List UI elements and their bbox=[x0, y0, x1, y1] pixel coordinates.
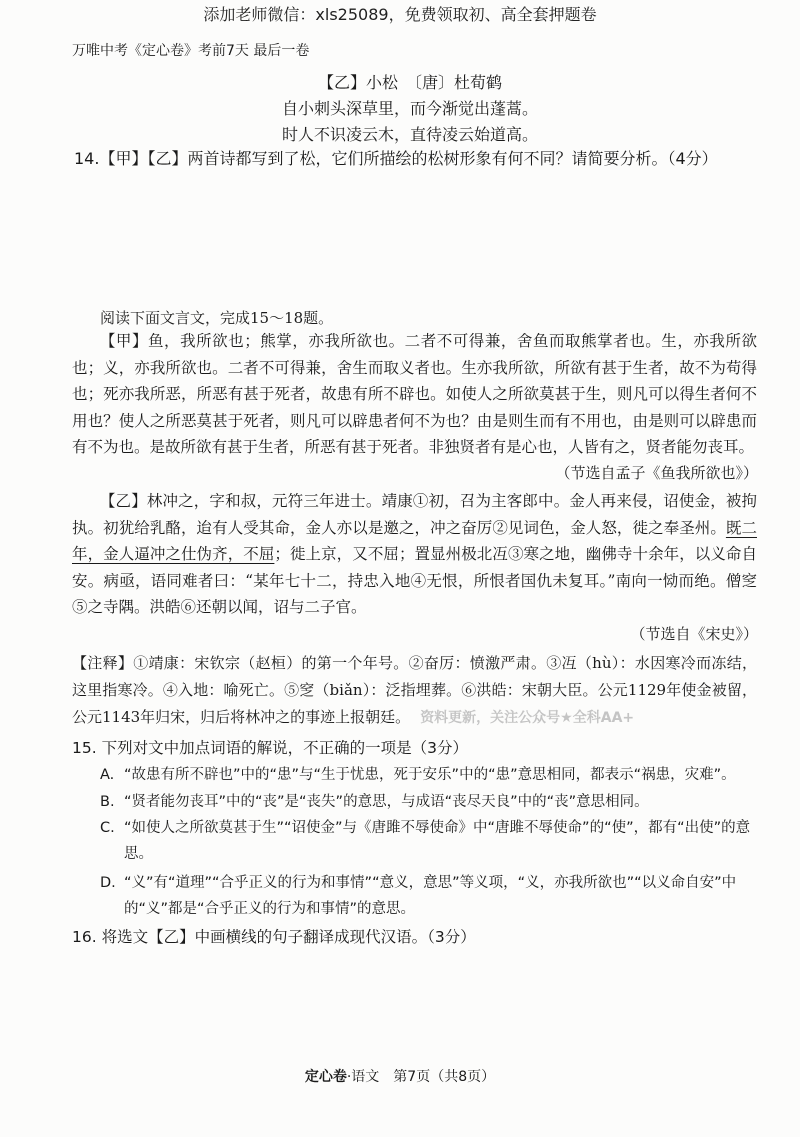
passage-yi-part2: ；徙上京，又不屈；置显州极北冱③寒之地，幽佛寺十余年，以义命自安。病亟，语同难者曰：“某年七十二，持忠入地④无恨，所恨者国仇未复耳。”南向一恸而绝。僧窆⑤之寺隅。洪皓⑥还朝以闻，诏与二子官。 bbox=[72, 545, 757, 616]
question-16: 16. 将选文【乙】中画横线的句子翻译成现代汉语。（3分） bbox=[72, 928, 476, 946]
promo-note: 添加老师微信：xls25089，免费领取初、高全套押题卷 bbox=[203, 5, 597, 24]
option-d-text: “义”有“道理”“合乎正义的行为和事情”“意义，意思”等义项，“义，亦我所欲也”“以义命自安”中的“义”都是“合乎正义的行为和事情”的意思。 bbox=[124, 875, 737, 917]
option-d bbox=[100, 870, 770, 922]
question-15: 15. 下列对文中加点词语的解说，不正确的一项是（3分） bbox=[72, 739, 468, 757]
poem-title: 【乙】小松 〔唐〕杜荀鹤 bbox=[317, 73, 502, 92]
option-c bbox=[100, 815, 770, 867]
footer-page-info: ·语文 第7页（共8页） bbox=[346, 1069, 496, 1085]
option-d-letter: D. bbox=[100, 875, 116, 891]
page-header: 万唯中考《定心卷》考前7天 最后一卷 bbox=[72, 43, 310, 59]
underlined-sentence: 既二年，金人逼冲之仕伪齐，不屈 bbox=[72, 518, 757, 563]
option-b bbox=[100, 789, 770, 815]
option-c-text: “如使人之所欲莫甚于生”“诏使金”与《唐雎不辱使命》中“唐雎不辱使命”的“使”，都有“出使”的意思。 bbox=[124, 820, 751, 862]
option-b-letter: B. bbox=[100, 794, 115, 810]
source-jia: （节选自孟子《鱼我所欲也》） bbox=[555, 464, 758, 482]
reading-intro: 阅读下面文言文，完成15～18题。 bbox=[100, 309, 334, 327]
poem-line-2: 时人不识凌云木，直待凌云始道高。 bbox=[281, 125, 538, 144]
option-a-letter: A. bbox=[100, 767, 115, 783]
option-b-text: “贤者能勿丧耳”中的“丧”是“丧失”的意思，与成语“丧尽天良”中的“丧”意思相同。 bbox=[124, 794, 649, 810]
option-c-letter: C. bbox=[100, 820, 115, 836]
footer-brand: 定心卷 bbox=[304, 1069, 347, 1085]
passage-yi bbox=[72, 488, 757, 621]
annotations bbox=[72, 650, 757, 732]
watermark: 资料更新，关注公众号★全科AA+ bbox=[420, 710, 635, 726]
option-a-text: “故患有所不辟也”中的“患”与“生于忧患，死于安乐”中的“患”意思相同，都表示“祸患，灾难”。 bbox=[124, 767, 736, 783]
poem-line-1: 自小刺头深草里，而今渐觉出蓬蒿。 bbox=[281, 99, 538, 118]
annotations-text: 【注释】①靖康：宋钦宗（赵桓）的第一个年号。②奋厉：愤激严肃。③冱（hù）：水因寒冷而冻结，这里指寒冷。④入地：喻死亡。⑤窆（biǎn）：泛指埋葬。⑥洪皓：宋朝大臣。公元1129年使金被留，公元1143年归宋，归后将林冲之的事迹上报朝廷。 bbox=[72, 654, 757, 726]
question-14: 14.【甲】【乙】两首诗都写到了松，它们所描绘的松树形象有何不同？请简要分析。（4分） bbox=[74, 149, 718, 168]
passage-yi-part1: 【乙】林冲之，字和叔，元符三年进士。靖康①初，召为主客郎中。金人再来侵，诏使金，被拘执。初犹给乳酪，迨有人受其命，金人亦以是邀之，冲之奋厉②见词色，金人怒，徙之奉圣州。 bbox=[72, 492, 757, 537]
option-a bbox=[100, 762, 770, 788]
source-yi: （节选自《宋史》） bbox=[630, 625, 758, 643]
page-footer bbox=[0, 1066, 800, 1086]
passage-jia: 【甲】鱼，我所欲也；熊掌，亦我所欲也。二者不可得兼，舍鱼而取熊掌者也。生，亦我所欲也；义，亦我所欲也。二者不可得兼，舍生而取义者也。生亦我所欲，所欲有甚于生者，故不为苟得也；死亦我所恶，所恶有甚于死者，故患有所不辟也。如使人之所欲莫甚于生，则凡可以得生者何不用也？使人之所恶莫甚于死者，则凡可以辟患者何不为也？由是则生而有不用也，由是则可以辟患而有不为也。是故所欲有甚于生者，所恶有甚于死者。非独贤者有是心也，人皆有之，贤者能勿丧耳。 bbox=[72, 332, 757, 456]
